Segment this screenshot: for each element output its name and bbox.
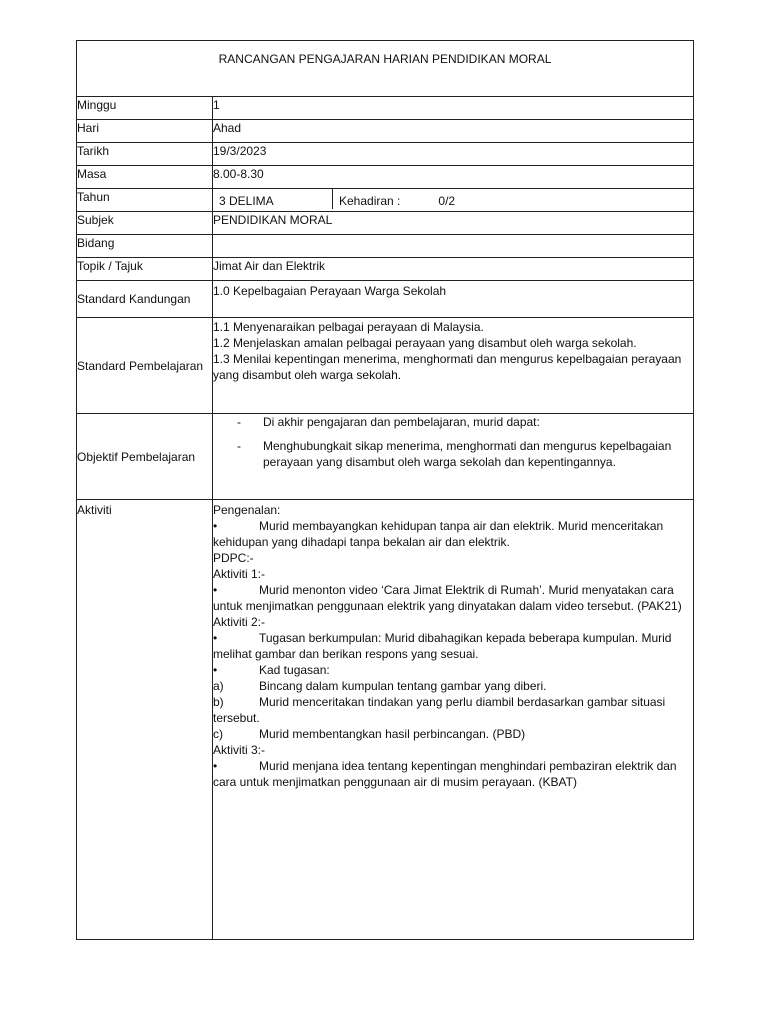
aktiviti-3-heading: Aktiviti 3:- bbox=[213, 743, 266, 757]
row-objektif bbox=[77, 414, 694, 500]
bullet-paragraph: • Kad tugasan: bbox=[213, 663, 330, 677]
bullet-paragraph: • Tugasan berkumpulan: Murid dibahagikan kepada beberapa kumpulan. Murid melihat gambar dan berikan respons yang sesuai. bbox=[213, 631, 672, 661]
hari-value: Ahad bbox=[213, 120, 694, 143]
title-row bbox=[77, 41, 694, 97]
kehadiran-value: 0/2 bbox=[438, 194, 456, 208]
row-tarikh bbox=[77, 143, 694, 166]
topik-value: Jimat Air dan Elektrik bbox=[213, 258, 694, 281]
row-standard-pembelajaran bbox=[77, 318, 694, 414]
subjek-label: Subjek bbox=[77, 212, 213, 235]
sp-item: 1.1 Menyenaraikan pelbagai perayaan di Malaysia. bbox=[213, 320, 484, 334]
topik-label: Topik / Tajuk bbox=[77, 258, 213, 281]
tahun-value: 3 DELIMA bbox=[213, 189, 333, 209]
row-aktiviti bbox=[77, 500, 694, 940]
bidang-value bbox=[213, 235, 694, 258]
kehadiran bbox=[333, 189, 693, 209]
objektif-label: Objektif Pembelajaran bbox=[77, 414, 213, 500]
objektif-item: - Menghubungkait sikap menerima, menghormati dan mengurus kepelbagaian perayaan yang disambut oleh warga sekolah dan kepentingannya. bbox=[213, 438, 693, 470]
aktiviti-content bbox=[213, 500, 694, 940]
row-masa bbox=[77, 166, 694, 189]
sp-item: 1.3 Menilai kepentingan menerima, menghormati dan mengurus kepelbagaian perayaan yang disambut oleh warga sekolah. bbox=[213, 352, 682, 382]
pengenalan-heading: Pengenalan: bbox=[213, 503, 281, 517]
standard-pembelajaran-values bbox=[213, 318, 694, 414]
masa-value: 8.00-8.30 bbox=[213, 166, 694, 189]
pdpc-heading: PDPC:- bbox=[213, 551, 254, 565]
tarikh-label: Tarikh bbox=[77, 143, 213, 166]
aktiviti-1-heading: Aktiviti 1:- bbox=[213, 567, 266, 581]
row-hari bbox=[77, 120, 694, 143]
row-topik bbox=[77, 258, 694, 281]
row-minggu bbox=[77, 97, 694, 120]
bullet-paragraph: • Murid menjana idea tentang kepentingan menghindari pembaziran elektrik dan cara untuk menjimatkan penggunaan air di musim perayaan. (KBAT) bbox=[213, 759, 677, 789]
tarikh-value: 19/3/2023 bbox=[213, 143, 694, 166]
dash-bullet: - bbox=[237, 415, 241, 429]
tahun-label: Tahun bbox=[77, 189, 213, 212]
row-subjek bbox=[77, 212, 694, 235]
row-standard-kandungan bbox=[77, 281, 694, 318]
standard-kandungan-value: 1.0 Kepelbagaian Perayaan Warga Sekolah bbox=[213, 281, 694, 318]
standard-kandungan-label: Standard Kandungan bbox=[77, 281, 213, 318]
sp-item: 1.2 Menjelaskan amalan pelbagai perayaan yang disambut oleh warga sekolah. bbox=[213, 336, 637, 350]
hari-label: Hari bbox=[77, 120, 213, 143]
kehadiran-label: Kehadiran : bbox=[339, 194, 401, 208]
aktiviti-2-heading: Aktiviti 2:- bbox=[213, 615, 266, 629]
objektif-item: - Di akhir pengajaran dan pembelajaran, murid dapat: bbox=[213, 414, 693, 430]
document-title: RANCANGAN PENGAJARAN HARIAN PENDIDIKAN MORAL bbox=[77, 41, 694, 97]
standard-pembelajaran-label: Standard Pembelajaran bbox=[77, 318, 213, 414]
row-tahun bbox=[77, 189, 694, 212]
lettered-item: c) Murid membentangkan hasil perbincangan. (PBD) bbox=[213, 727, 526, 741]
bullet-paragraph: • Murid membayangkan kehidupan tanpa air dan elektrik. Murid menceritakan kehidupan yang dihadapi tanpa bekalan air dan elektrik. bbox=[213, 519, 664, 549]
dash-bullet: - bbox=[237, 439, 241, 453]
tahun-cell bbox=[213, 189, 694, 212]
bullet-paragraph: • Murid menonton video ‘Cara Jimat Elektrik di Rumah’. Murid menyatakan cara untuk menjimatkan penggunaan elektrik yang dinyatakan dalam video tersebut. (PAK21) bbox=[213, 583, 682, 613]
bidang-label: Bidang bbox=[77, 235, 213, 258]
minggu-value: 1 bbox=[213, 97, 694, 120]
subjek-value: PENDIDIKAN MORAL bbox=[213, 212, 694, 235]
aktiviti-label: Aktiviti bbox=[77, 500, 213, 940]
masa-label: Masa bbox=[77, 166, 213, 189]
lettered-item: a) Bincang dalam kumpulan tentang gambar yang diberi. bbox=[213, 679, 547, 693]
lesson-plan-table bbox=[76, 40, 694, 940]
row-bidang bbox=[77, 235, 694, 258]
objektif-values bbox=[213, 414, 694, 500]
lettered-item: b) Murid menceritakan tindakan yang perlu diambil berdasarkan gambar situasi tersebut. bbox=[213, 695, 666, 725]
minggu-label: Minggu bbox=[77, 97, 213, 120]
